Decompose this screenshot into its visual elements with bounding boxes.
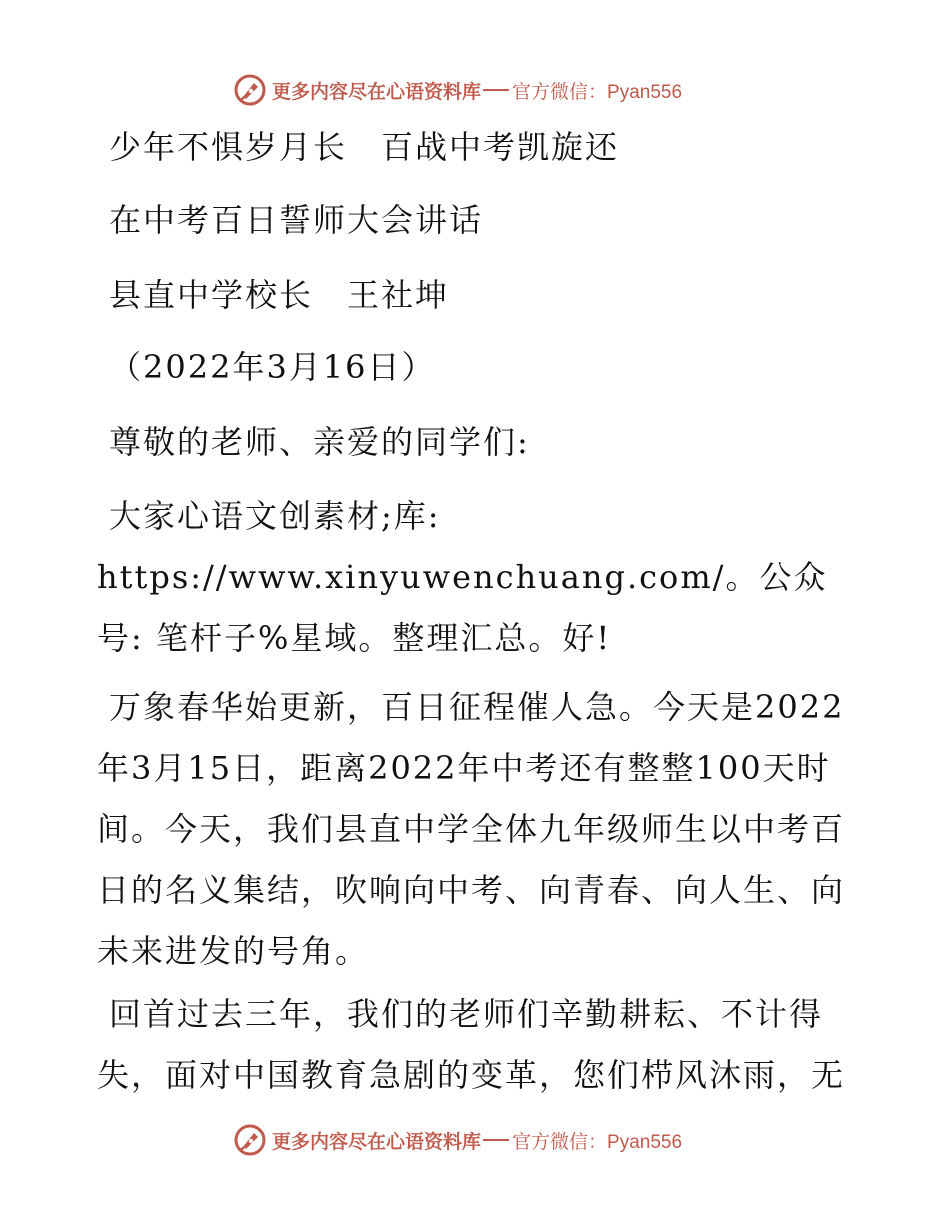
paragraph-countdown: 万象春华始更新，百日征程催人急。今天是2022年3月15日，距离2022年中考还有整整100天时间。今天，我们县直中学全体九年级师生以中考百日的名义集结，吹响向中考、向青春、向人生、向未来进发的号角。: [97, 688, 846, 970]
watermark-banner-bottom: [234, 1123, 682, 1157]
watermark-contact: 官方微信：Pyan556: [512, 1131, 683, 1153]
speaker-line: 县直中学校长 王社坤: [109, 276, 450, 314]
watermark-dash: [483, 1139, 509, 1141]
watermark-dash: [483, 89, 509, 91]
document-title: 少年不惧岁月长 百战中考凯旋还: [109, 128, 620, 166]
paragraph-retrospect: 回首过去三年，我们的老师们辛勤耕耘、不计得失，面对中国教育急剧的变革，您们栉风沐雨，无: [97, 995, 846, 1094]
document-subtitle: 在中考百日誓师大会讲话: [109, 201, 484, 239]
watermark-contact: 官方微信：Pyan556: [512, 81, 683, 103]
salutation: 尊敬的老师、亲爱的同学们:: [109, 423, 530, 461]
watermark-banner-top: [234, 73, 682, 107]
date-line: （2022年3月16日）: [109, 348, 436, 386]
pen-nib-logo-icon: [234, 74, 266, 106]
watermark-text: 更多内容尽在心语资料库: [272, 80, 482, 103]
paragraph-greeting: 大家心语文创素材;库: https://www.xinyuwenchuang.com/。公众号: 笔杆子%星域。整理汇总。好!: [97, 497, 828, 657]
pen-nib-logo-icon: [234, 1124, 266, 1156]
watermark-text: 更多内容尽在心语资料库: [272, 1130, 482, 1153]
